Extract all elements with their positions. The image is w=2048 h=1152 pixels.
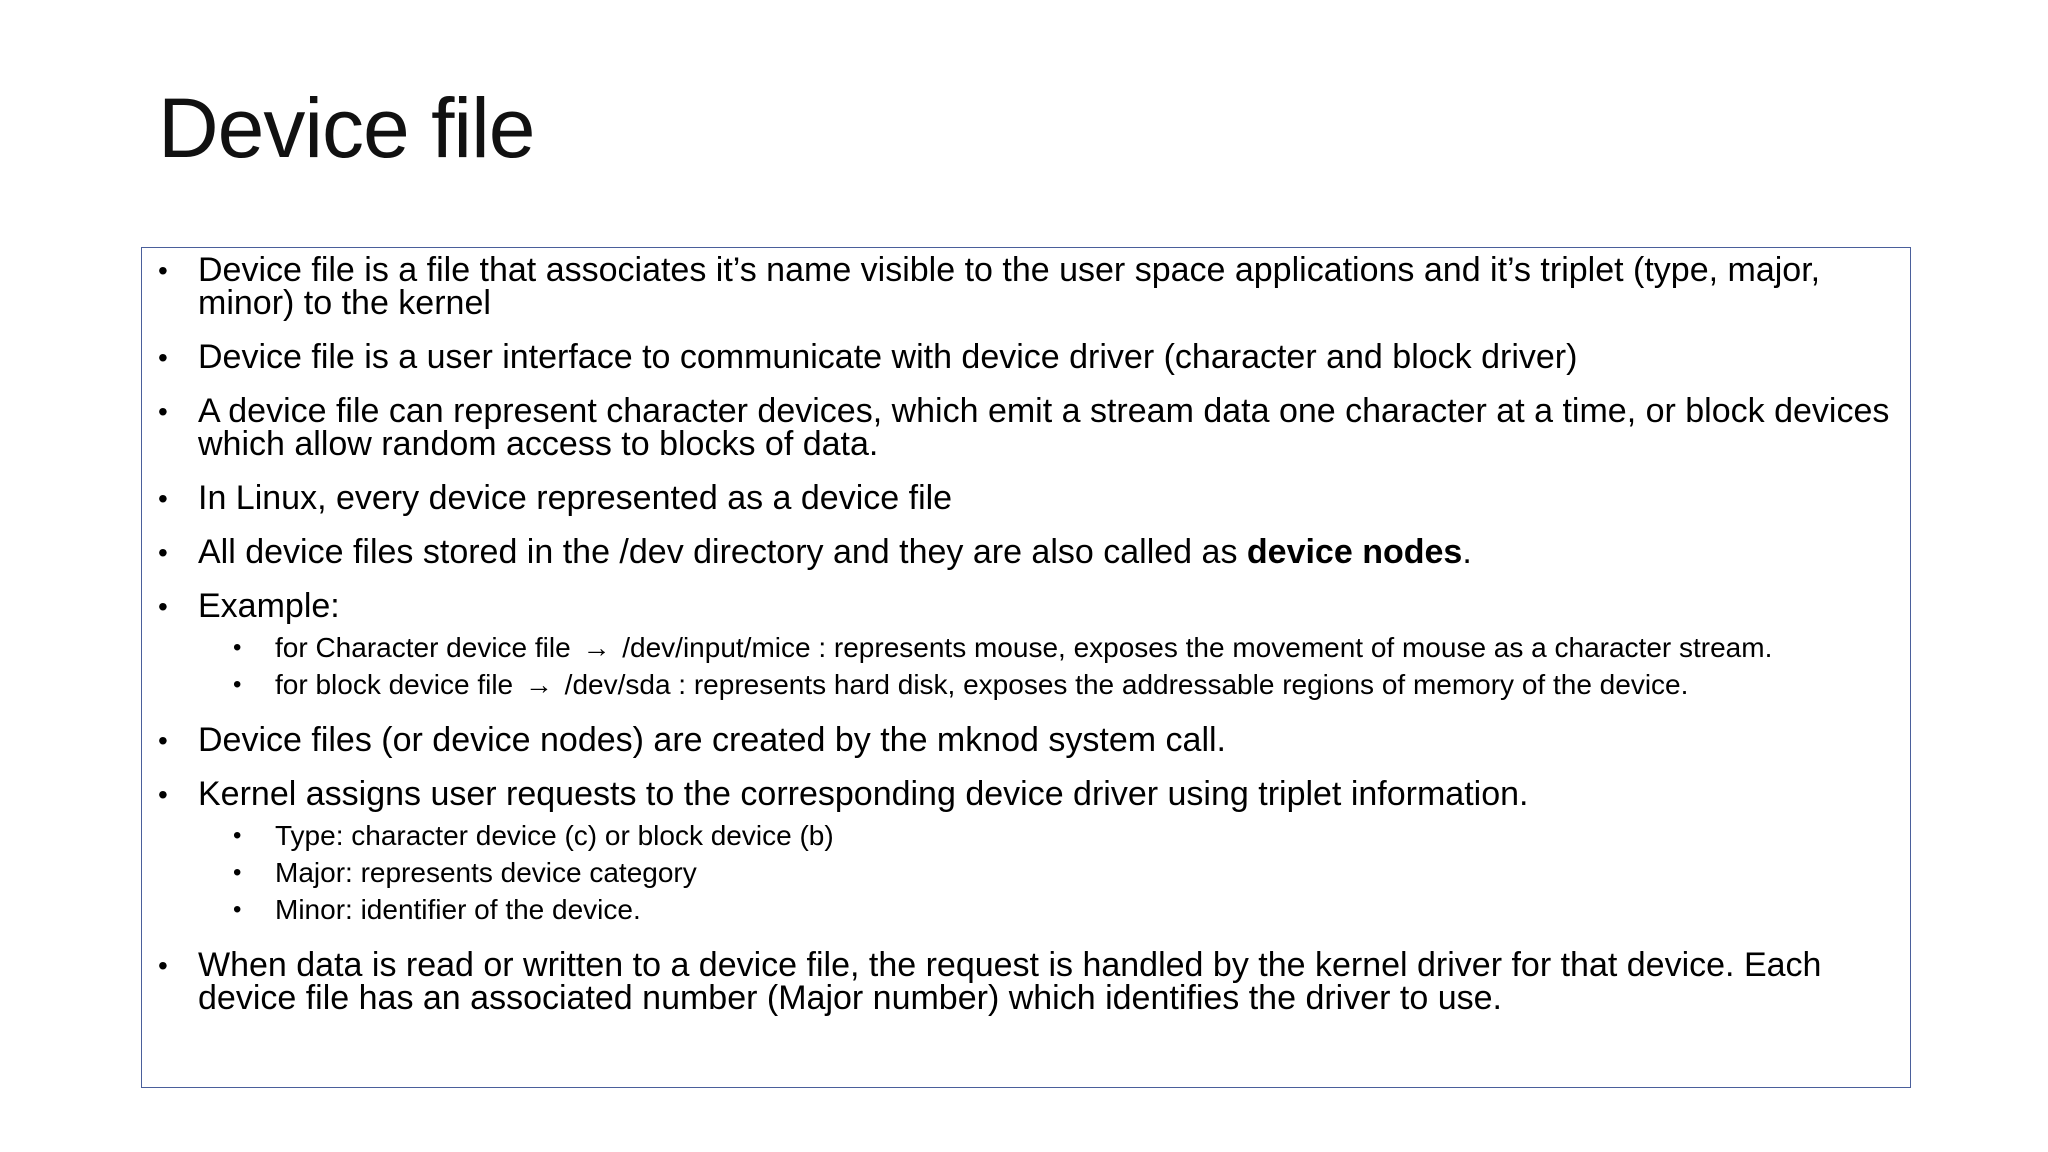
bullet-text: A device file can represent character devices, which emit a stream data one character at a time, or block devices which allow random access to blocks of data. [198,392,1890,463]
content-box [141,247,1911,1088]
bullet-text: Example: [198,587,340,625]
bullet-icon: • [158,483,168,514]
device-nodes-term: device nodes [1246,533,1463,571]
sub-bullet-icon: • [233,896,242,923]
bullet-list [154,251,1890,1017]
sub-bullet-list [198,629,1890,703]
bullet-text [198,533,1472,571]
bullet-icon: • [158,779,168,810]
bullet-text: Device files (or device nodes) are created by the mknod system call. [198,721,1227,759]
bullet-item [154,533,1890,571]
bullet-icon: • [158,537,168,568]
bullet-icon: • [158,396,168,427]
bullet-item [154,946,1890,1017]
bullet-icon: • [158,342,168,373]
arrow-right-icon: → [582,632,611,663]
sub-bullet-lead: for Character device file [275,632,571,663]
bullet-text: In Linux, every device represented as a device file [198,479,953,517]
bullet-icon: • [158,725,168,756]
slide-title: Device file [158,81,535,175]
sub-bullet-text: /dev/sda : represents hard disk, exposes the addressable regions of memory of the device. [564,669,1689,700]
sub-bullet-icon: • [233,859,242,886]
bullet-text: When data is read or written to a device file, the request is handled by the kernel driver for that device. Each device file has an associated number (Major number) which identifies the driver to use. [198,946,1822,1017]
sub-bullet-icon: • [233,671,242,698]
bullet-item [154,392,1890,463]
bullet-icon: • [158,255,168,286]
sub-bullet-icon: • [233,822,242,849]
bullet-item [154,479,1890,517]
bullet-text: Device file is a user interface to communicate with device driver (character and block driver) [198,338,1578,376]
sub-bullet-text: Minor: identifier of the device. [275,894,641,925]
bullet-item [154,775,1890,928]
bullet-item [154,587,1890,703]
sub-bullet-text: Type: character device (c) or block device (b) [275,820,834,851]
sub-bullet-item [198,891,1890,928]
sub-bullet-list [198,817,1890,928]
bullet-text-end: . [1462,533,1472,571]
bullet-text-plain: All device files stored in the /dev directory and they are also called as [198,533,1247,571]
sub-bullet-item [198,817,1890,854]
bullet-item [154,251,1890,322]
bullet-text: Device file is a file that associates it’s name visible to the user space applications and it’s triplet (type, major, minor) to the kernel [198,251,1821,322]
arrow-right-icon: → [524,669,553,700]
bullet-item [154,338,1890,376]
bullet-item [154,721,1890,759]
bullet-icon: • [158,950,168,981]
sub-bullet-icon: • [233,634,242,661]
sub-bullet-lead: for block device file [275,669,514,700]
sub-bullet-item [198,666,1890,703]
sub-bullet-item [198,629,1890,666]
sub-bullet-item [198,854,1890,891]
bullet-icon: • [158,591,168,622]
sub-bullet-text: /dev/input/mice : represents mouse, exposes the movement of mouse as a character stream. [622,632,1773,663]
sub-bullet-text: Major: represents device category [275,857,697,888]
bullet-text: Kernel assigns user requests to the corresponding device driver using triplet information. [198,775,1529,813]
